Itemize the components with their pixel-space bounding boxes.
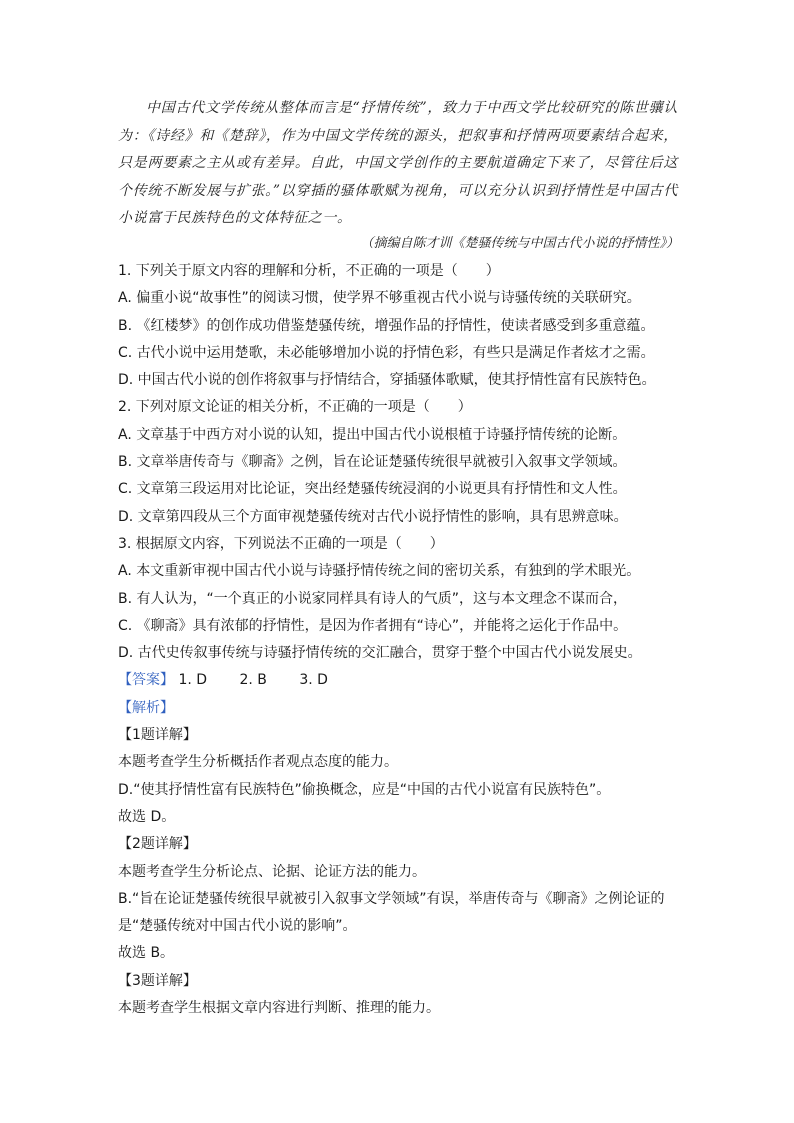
passage-source: （摘编自陈才训《楚骚传统与中国古代小说的抒情性》） [360,236,679,251]
answer-item-1: 1. D [178,672,208,689]
question-1-option-a: A. 偏重小说“故事性”的阅读习惯，使学界不够重视古代小说与诗骚传统的关联研究。 [118,290,641,307]
question-1-option-b: B. 《红楼梦》的创作成功借鉴楚骚传统，增强作品的抒情性，使读者感受到多重意蕴。 [118,317,655,334]
question-3-option-a: A. 本文重新审视中国古代小说与诗骚抒情传统之间的密切关系，有独到的学术眼光。 [118,563,641,580]
detail-1-line-3: 故选 D。 [118,808,176,825]
detail-1-line-2: D.“使其抒情性富有民族特色”偷换概念，应是“中国的古代小说富有民族特色”。 [118,781,611,798]
answer-label: 【答案】 [118,672,174,689]
question-2-option-c: C. 文章第三段运用对比论证，突出经楚骚传统浸润的小说更具有抒情性和文人性。 [118,481,627,498]
question-1-stem: 1. 下列关于原文内容的理解和分析，不正确的一项是（ ） [118,263,500,279]
question-2-option-a: A. 文章基于中西方对小说的认知，提出中国古代小说根植于诗骚抒情传统的论断。 [118,426,627,443]
passage-excerpt [118,95,678,233]
passage-paragraph: 中国古代文学传统从整体而言是“抒情传统”，致力于中西文学比较研究的陈世骧认为：《诗经》和《楚辞》，作为中国文学传统的源头，把叙事和抒情两项要素结合起来，只是两要素之主从或有差异。自此，中国文学创作的主要航道确定下来了，尽管往后这个传统不断发展与扩张。”以穿插的骚体歌赋为视角，可以充分认识到抒情性是中国古代小说富于民族特色的文体特征之一。 [118,100,678,227]
answer-item-2: 2. B [239,672,267,689]
question-3-option-d: D. 古代史传叙事传统与诗骚抒情传统的交汇融合，贯穿于整个中国古代小说发展史。 [118,645,642,662]
detail-1-heading: 【1题详解】 [118,727,197,744]
question-2-stem: 2. 下列对原文论证的相关分析，不正确的一项是（ ） [118,399,472,416]
detail-2-line-2: B.“旨在论证楚骚传统很早就被引入叙事文学领域”有误，举唐传奇与《聊斋》之例论证的是“楚骚传统对中国古代小说的影响”。 [118,890,665,935]
detail-1-line-1: 本题考查学生分析概括作者观点态度的能力。 [118,754,398,771]
analysis-label: 【解析】 [118,699,174,716]
question-2-option-d: D. 文章第四段从三个方面审视楚骚传统对古代小说抒情性的影响，具有思辨意味。 [118,508,628,525]
question-3-option-c: C. 《聊斋》具有浓郁的抒情性，是因为作者拥有“诗心”，并能将之运化于作品中。 [118,617,628,634]
question-3-stem: 3. 根据原文内容，下列说法不正确的一项是（ ） [118,535,444,552]
question-body [118,258,678,1022]
detail-2-line-1: 本题考查学生分析论点、论据、论证方法的能力。 [118,863,426,880]
question-2-option-b: B. 文章举唐传奇与《聊斋》之例，旨在论证楚骚传统很早就被引入叙事文学领域。 [118,454,627,471]
question-3-option-b: B. 有人认为，“一个真正的小说家同样具有诗人的气质”，这与本文理念不谋而合， [118,590,628,607]
detail-2-line-3: 故选 B。 [118,945,175,962]
question-1-option-c: C. 古代小说中运用楚歌，未必能够增加小说的抒情色彩，有些只是满足作者炫才之需。 [118,344,655,361]
question-1-option-d: D. 中国古代小说的创作将叙事与抒情结合，穿插骚体歌赋，使其抒情性富有民族特色。 [118,372,656,389]
detail-3-line-1: 本题考查学生根据文章内容进行判断、推理的能力。 [118,1000,440,1017]
detail-2-heading: 【2题详解】 [118,836,197,853]
answer-row [118,667,678,694]
answer-item-3: 3. D [299,672,328,689]
detail-3-heading: 【3题详解】 [118,972,197,989]
